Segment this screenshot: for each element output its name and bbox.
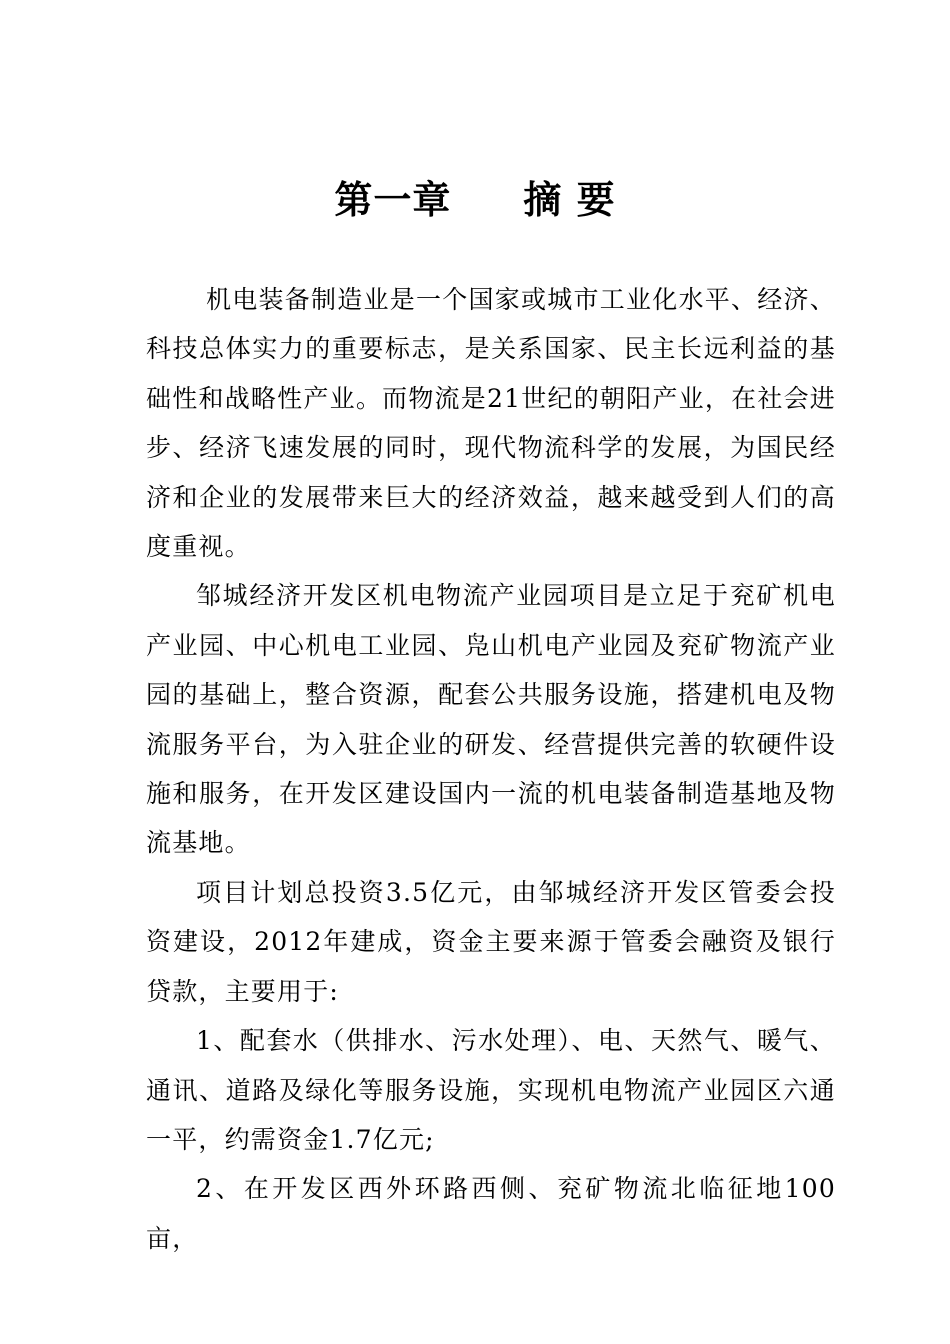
paragraph-item-1: 1、配套水（供排水、污水处理）、电、天然气、暖气、通讯、道路及绿化等服务设施，实现机电物流产业园区六通一平，约需资金1.7亿元; [146,1026,836,1154]
paragraph-project-overview: 邹城经济开发区机电物流产业园项目是立足于兖矿机电产业园、中心机电工业园、凫山机电产业园及兖矿物流产业园的基础上，整合资源，配套公共服务设施，搭建机电及物流服务平台，为入驻企业的研发、经营提供完善的软硬件设施和服务，在开发区建设国内一流的机电装备制造基地及物流基地。 [146,581,836,858]
paragraph-intro: 机电装备制造业是一个国家或城市工业化水平、经济、科技总体实力的重要标志，是关系国家、民主长远利益的基础性和战略性产业。而物流是21世纪的朝阳产业，在社会进步、经济飞速发展的同时，现代物流科学的发展，为国民经济和企业的发展带来巨大的经济效益，越来越受到人们的高度重视。 [146,285,836,562]
paragraph-investment: 项目计划总投资3.5亿元，由邹城经济开发区管委会投资建设，2012年建成，资金主要来源于管委会融资及银行贷款，主要用于: [146,877,836,1006]
paragraph-item-2: 2、在开发区西外环路西侧、兖矿物流北临征地100亩， [146,1174,836,1253]
body-text [146,275,836,1263]
chapter-number: 第一章 [334,178,452,222]
chapter-title: 摘 要 [523,178,616,222]
chapter-heading [0,172,950,228]
